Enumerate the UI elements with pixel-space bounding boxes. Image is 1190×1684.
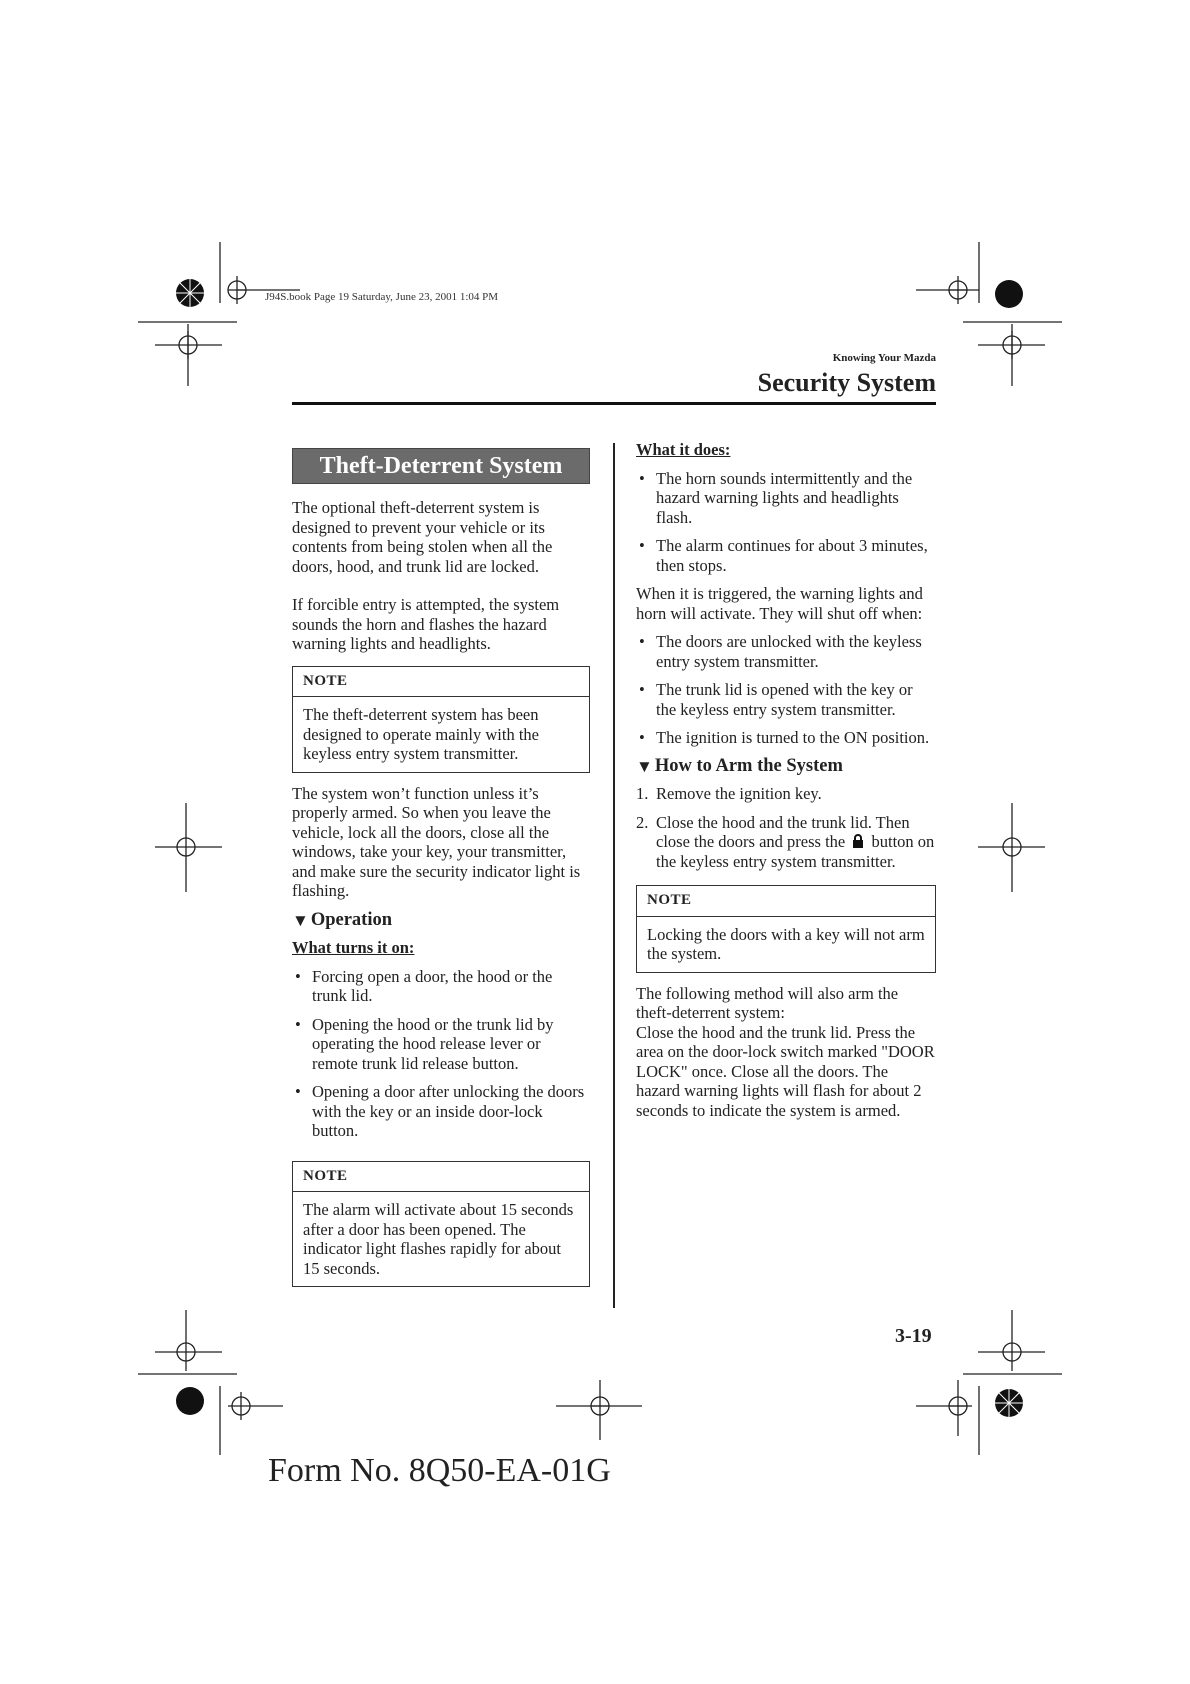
note-heading: NOTE [637,886,935,917]
page-title: Security System [757,368,936,397]
note-text: The theft-deterrent system has been designed to operate mainly with the keyless entry system transmitter. [303,705,539,763]
step-text: Remove the ignition key. [656,784,822,803]
header-rule [292,402,936,405]
step-item [636,784,936,804]
list-item: • The doors are unlocked with the keyless entry system transmitter. [636,632,936,671]
does-list [636,469,936,576]
list-item: • Opening a door after unlocking the doors with the key or an inside door-lock button. [292,1082,590,1141]
list-item: • The alarm continues for about 3 minutes, then stops. [636,536,936,575]
shutoff-list [636,632,936,748]
forcible-entry-paragraph: If forcible entry is attempted, the system sounds the horn and flashes the hazard warning lights and headlights. [292,595,560,653]
note-text: The alarm will activate about 15 seconds after a door has been opened. The indicator light flashes rapidly for about 15 seconds. [303,1200,574,1278]
note-text: Locking the doors with a key will not arm the system. [647,924,925,963]
section-label: Knowing Your Mazda [832,352,936,364]
step-text: Close the hood and the trunk lid. Then close the doors and press the [656,812,910,851]
right-column [636,440,936,1120]
intro-paragraph: The optional theft-deterrent system is designed to prevent your vehicle or its contents from being stolen when all the doors, hood, and trunk lid are locked. [292,498,553,576]
method-paragraph: Close the hood and the trunk lid. Press the area on the door-lock switch marked "DOOR LOCK" once. Close all the doors. The hazard warning lights will flash for about 2 seconds to indicate the system is armed. [636,1022,935,1120]
turns-on-list [292,967,590,1141]
left-column [292,448,590,1298]
note-box [292,666,590,773]
note-heading: NOTE [293,1162,589,1193]
arming-paragraph: The system won’t function unless it’s properly armed. So when you leave the vehicle, lock all the doors, close all the windows, take your key, your transmitter, and make sure the security indicator light is flashing. [292,783,581,900]
triangle-down-icon: ▼ [636,756,653,776]
triggered-paragraph: When it is triggered, the warning lights and horn will activate. They will shut off when: [636,584,923,623]
step-number: 2. [636,812,649,832]
list-item: • The horn sounds intermittently and the hazard warning lights and headlights flash. [636,469,936,528]
what-it-does-heading: What it does: [636,440,731,459]
operation-heading-text: Operation [310,909,393,930]
arm-heading [636,757,936,777]
lock-icon [852,834,864,849]
form-number: Form No. 8Q50-EA-01G [268,1452,611,1489]
section-banner: Theft-Deterrent System [292,448,590,484]
triangle-down-icon: ▼ [292,910,309,930]
note-box [636,885,936,973]
list-item: • The ignition is turned to the ON position. [636,728,936,748]
arm-heading-text: How to Arm the System [654,755,843,776]
page-number: 3-19 [895,1325,932,1347]
operation-heading [292,911,590,931]
step-number: 1. [636,784,649,803]
step-item [636,813,936,872]
note-heading: NOTE [293,667,589,698]
method-intro: The following method will also arm the theft-deterrent system: [636,983,899,1022]
list-item: • Forcing open a door, the hood or the trunk lid. [292,967,590,1006]
column-divider [613,443,615,1308]
what-turns-on-heading: What turns it on: [292,938,415,957]
note-box [292,1161,590,1288]
step-text-continued: button on the keyless entry system transmitter. [656,832,935,871]
list-item: • The trunk lid is opened with the key or the keyless entry system transmitter. [636,680,936,719]
list-item: • Opening the hood or the trunk lid by operating the hood release lever or remote trunk lid release button. [292,1015,590,1074]
print-header: J94S.book Page 19 Saturday, June 23, 2001 1:04 PM [265,291,499,303]
arm-steps [636,784,936,871]
